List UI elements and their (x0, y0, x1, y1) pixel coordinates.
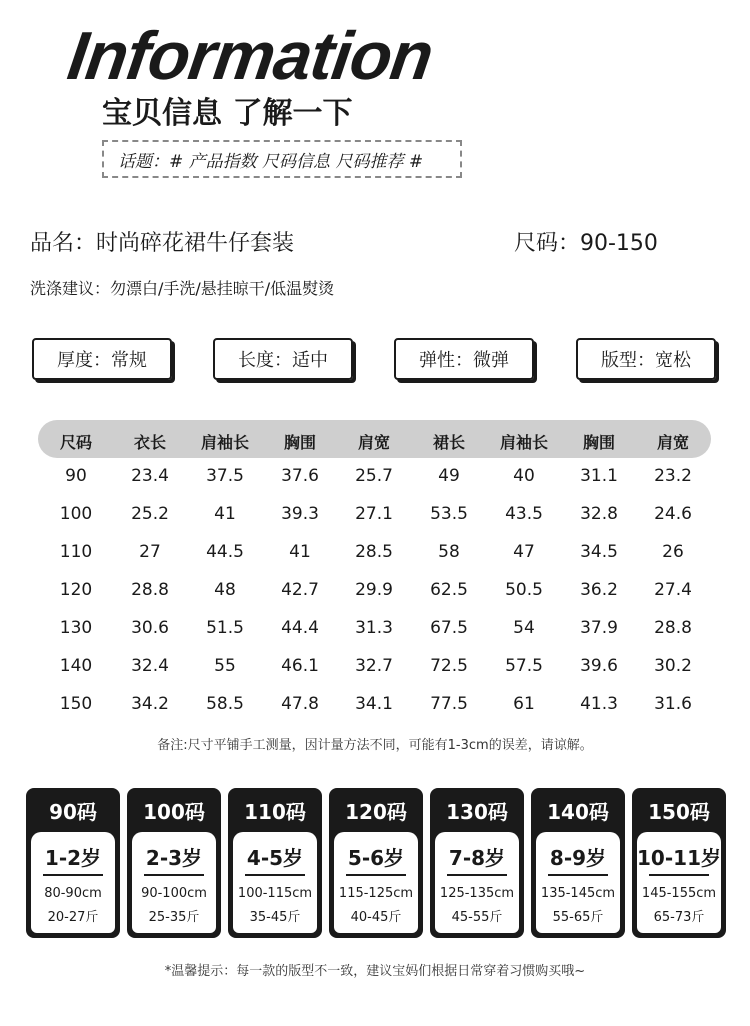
table-header-cell: 肩宽 (656, 433, 689, 452)
size-card-height: 125-135cm (439, 886, 515, 901)
size-card-age: 5-6岁 (347, 846, 405, 870)
table-value-cell: 46.1 (281, 656, 319, 676)
care-instructions: 洗涤建议：勿漂白/手洗/悬挂晾干/低温熨烫 (30, 279, 335, 298)
table-value-cell: 28.8 (131, 580, 169, 600)
table-size-cell: 140 (59, 656, 93, 676)
table-value-cell: 55 (214, 656, 236, 676)
size-card-body (132, 832, 216, 933)
size-card-age: 4-5岁 (246, 846, 304, 870)
table-header-cell: 肩宽 (357, 433, 390, 452)
size-card-size: 100码 (143, 799, 205, 824)
table-value-cell: 32.4 (131, 656, 169, 676)
size-card-weight: 20-27斤 (47, 910, 99, 925)
table-size-cell: 90 (65, 466, 87, 486)
table-value-cell: 72.5 (430, 656, 468, 676)
size-card-age: 2-3岁 (145, 846, 203, 870)
table-value-cell: 28.5 (355, 542, 393, 562)
attribute-fit: 版型：宽松 (576, 338, 716, 380)
table-value-cell: 32.8 (580, 504, 618, 524)
size-card (228, 788, 322, 938)
table-value-cell: 37.5 (206, 466, 244, 486)
size-card-weight: 40-45斤 (350, 910, 402, 925)
table-value-cell: 58 (438, 542, 460, 562)
table-value-cell: 23.4 (131, 466, 169, 486)
table-header-cell: 尺码 (59, 433, 92, 452)
footer-tip: *温馨提示：每一款的版型不一致，建议宝妈们根据日常穿着习惯购买哦~ (164, 964, 586, 979)
table-value-cell: 23.2 (654, 466, 692, 486)
size-card (632, 788, 726, 938)
table-value-cell: 47 (513, 542, 535, 562)
table-value-cell: 30.2 (654, 656, 692, 676)
table-size-cell: 130 (59, 618, 93, 638)
table-value-cell: 32.7 (355, 656, 393, 676)
table-size-cell: 100 (59, 504, 93, 524)
size-card-height: 90-100cm (141, 886, 207, 901)
size-card-divider (144, 874, 204, 876)
size-card-body (31, 832, 115, 933)
size-card-height: 80-90cm (44, 886, 102, 901)
table-size-cell: 150 (59, 694, 93, 714)
table-value-cell: 54 (513, 618, 535, 638)
size-card (430, 788, 524, 938)
table-value-cell: 48 (214, 580, 236, 600)
product-size-range: 尺码：90-150 (514, 231, 658, 256)
table-value-cell: 77.5 (430, 694, 468, 714)
table-value-cell: 31.3 (355, 618, 393, 638)
table-header-cell: 肩袖长 (200, 433, 249, 452)
size-card-size: 90码 (49, 799, 97, 824)
size-card (329, 788, 423, 938)
size-card-divider (548, 874, 608, 876)
table-value-cell: 34.1 (355, 694, 393, 714)
table-value-cell: 34.5 (580, 542, 618, 562)
page-title: Information (63, 18, 438, 94)
table-value-cell: 53.5 (430, 504, 468, 524)
table-value-cell: 30.6 (131, 618, 169, 638)
size-card-divider (649, 874, 709, 876)
table-header-cell: 肩袖长 (499, 433, 548, 452)
size-card-weight: 45-55斤 (451, 910, 503, 925)
size-card (26, 788, 120, 938)
size-card-body (536, 832, 620, 933)
table-value-cell: 50.5 (505, 580, 543, 600)
table-value-cell: 36.2 (580, 580, 618, 600)
table-header-cell: 胸围 (582, 433, 615, 452)
table-header-cell: 衣长 (133, 433, 166, 452)
measurement-note: 备注:尺寸平铺手工测量，因计量方法不同，可能有1-3cm的误差，请谅解。 (157, 738, 593, 753)
table-value-cell: 49 (438, 466, 460, 486)
table-value-cell: 57.5 (505, 656, 543, 676)
table-value-cell: 26 (662, 542, 684, 562)
size-card-height: 100-115cm (237, 886, 313, 901)
table-value-cell: 41 (289, 542, 311, 562)
table-size-cell: 120 (59, 580, 93, 600)
size-card-divider (447, 874, 507, 876)
size-card-weight: 65-73斤 (653, 910, 705, 925)
size-card-size: 150码 (648, 799, 710, 824)
size-card-age: 10-11岁 (637, 846, 721, 870)
table-value-cell: 47.8 (281, 694, 319, 714)
table-value-cell: 25.2 (131, 504, 169, 524)
attribute-length: 长度：适中 (213, 338, 353, 380)
size-card-divider (43, 874, 103, 876)
size-card-weight: 35-45斤 (249, 910, 301, 925)
size-card-body (334, 832, 418, 933)
table-value-cell: 27.4 (654, 580, 692, 600)
table-value-cell: 58.5 (206, 694, 244, 714)
size-card-age: 7-8岁 (448, 846, 506, 870)
table-value-cell: 41.3 (580, 694, 618, 714)
size-card-body (435, 832, 519, 933)
table-value-cell: 39.6 (580, 656, 618, 676)
size-card-age: 8-9岁 (549, 846, 607, 870)
table-value-cell: 42.7 (281, 580, 319, 600)
size-card-divider (346, 874, 406, 876)
table-value-cell: 40 (513, 466, 535, 486)
table-value-cell: 27.1 (355, 504, 393, 524)
table-value-cell: 28.8 (654, 618, 692, 638)
table-header-cell: 胸围 (283, 433, 316, 452)
size-card-height: 135-145cm (540, 886, 616, 901)
table-value-cell: 44.5 (206, 542, 244, 562)
table-value-cell: 27 (139, 542, 161, 562)
size-card-body (637, 832, 721, 933)
table-value-cell: 37.6 (281, 466, 319, 486)
size-card (531, 788, 625, 938)
size-card-height: 115-125cm (338, 886, 414, 901)
size-card-divider (245, 874, 305, 876)
topic-tags: 话题：# 产品指数 尺码信息 尺码推荐 # (102, 140, 462, 178)
page-subtitle: 宝贝信息 了解一下 (102, 96, 353, 131)
size-card-weight: 25-35斤 (148, 910, 200, 925)
table-value-cell: 51.5 (206, 618, 244, 638)
size-card-size: 120码 (345, 799, 407, 824)
table-value-cell: 41 (214, 504, 236, 524)
table-value-cell: 24.6 (654, 504, 692, 524)
size-card-height: 145-155cm (641, 886, 717, 901)
table-value-cell: 44.4 (281, 618, 319, 638)
table-header-cell: 裙长 (432, 433, 465, 452)
table-value-cell: 31.6 (654, 694, 692, 714)
table-value-cell: 67.5 (430, 618, 468, 638)
size-card-age: 1-2岁 (44, 846, 102, 870)
table-value-cell: 34.2 (131, 694, 169, 714)
size-card-size: 130码 (446, 799, 508, 824)
table-value-cell: 29.9 (355, 580, 393, 600)
table-value-cell: 25.7 (355, 466, 393, 486)
table-value-cell: 61 (513, 694, 535, 714)
size-card-size: 140码 (547, 799, 609, 824)
table-value-cell: 37.9 (580, 618, 618, 638)
table-value-cell: 62.5 (430, 580, 468, 600)
attribute-thickness: 厚度：常规 (32, 338, 172, 380)
size-card (127, 788, 221, 938)
size-card-weight: 55-65斤 (552, 910, 604, 925)
table-value-cell: 39.3 (281, 504, 319, 524)
attribute-elasticity: 弹性：微弹 (394, 338, 534, 380)
product-name: 品名：时尚碎花裙牛仔套装 (30, 231, 295, 256)
size-card-body (233, 832, 317, 933)
table-value-cell: 31.1 (580, 466, 618, 486)
size-card-size: 110码 (244, 799, 306, 824)
table-value-cell: 43.5 (505, 504, 543, 524)
table-size-cell: 110 (59, 542, 93, 562)
